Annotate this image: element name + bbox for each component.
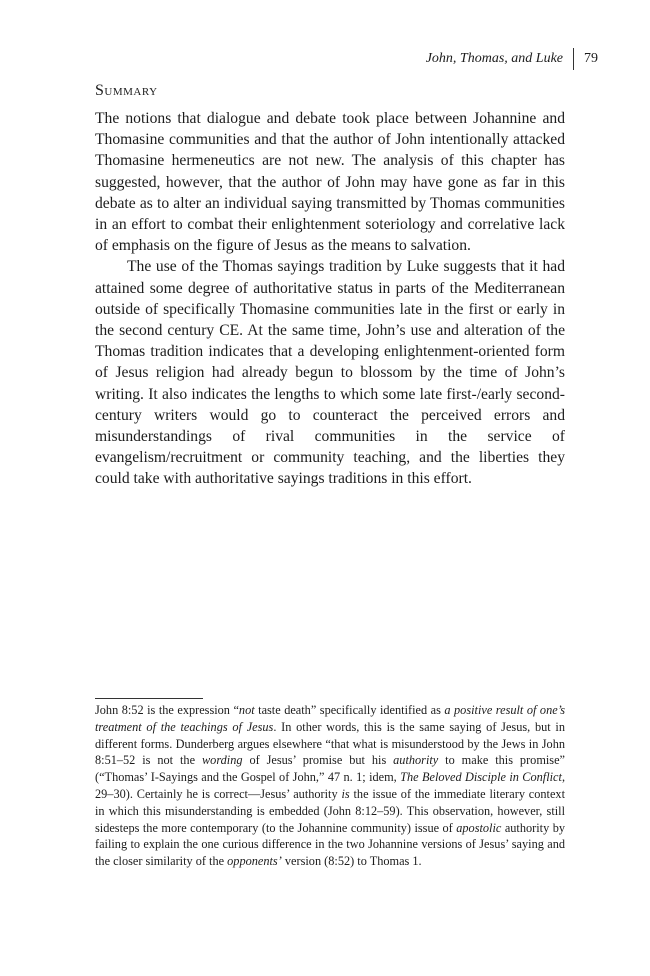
running-title: John, Thomas, and Luke bbox=[425, 51, 563, 66]
footnote-text: John 8:52 is the expression “ bbox=[95, 703, 239, 717]
footnote-text: , 29–30). Certainly he is correct—Jesus’ authority bbox=[95, 770, 566, 801]
footnote-text: of Jesus’ promise but his bbox=[242, 753, 394, 768]
footnote bbox=[95, 702, 565, 870]
footnote-italic: apostolic bbox=[456, 820, 502, 835]
footnote-italic: authority bbox=[393, 753, 439, 768]
footnote-italic: opponents’ bbox=[227, 854, 282, 869]
footnote-italic: not bbox=[238, 703, 255, 717]
footnote-italic: a positive result of one’s treatment of the teachings of Jesus bbox=[95, 703, 565, 734]
section-heading: Summary bbox=[95, 82, 158, 99]
footnote-italic: The Beloved Disciple in Conflict bbox=[400, 770, 562, 785]
footnote-italic: is bbox=[341, 786, 350, 801]
footnote-text: taste death” specifically identified as bbox=[254, 703, 445, 717]
footnote-text: the issue of the immediate literary context in which this misunderstanding is embedded (John 8:12–59). This observation, however, still sidesteps the more contemporary (to the Johannine community) issue of bbox=[95, 786, 565, 835]
page-number: 79 bbox=[584, 51, 598, 66]
footnote-text: . In other words, this is the same saying of Jesus, but in different forms. Dunderberg argues elsewhere “that what is misunderstood by the Jews in John 8:51–52 is not the bbox=[95, 719, 565, 768]
footnote-text: version (8:52) to Thomas 1. bbox=[281, 854, 422, 869]
footnote-italic: wording bbox=[201, 753, 243, 768]
paragraph: The notions that dialogue and debate took place between Johannine and Thomasine communities and that the author of John intentionally attacked Thomasine hermeneutics are not new. The analysis of this chapter has suggested, however, that the author of John may have gone as far in this debate as to alter an individual saying transmitted by Thomas communities in an effort to combat their enlightenment soteriology and correlative lack of emphasis on the figure of Jesus as the means to salvation. bbox=[95, 110, 565, 255]
footnote-text: to make this promise” (“Thomas’ I-Sayings and the Gospel of John,” 47 n. 1; idem, bbox=[95, 753, 565, 785]
body-text bbox=[95, 108, 565, 490]
paragraph: The use of the Thomas sayings tradition by Luke suggests that it had attained some degree of authoritative status in parts of the Mediterranean outside of specifically Thomasine communities late in the first or early in the second century CE. At the same time, John’s use and alteration of the Thomas tradition indicates that a developing enlightenment-oriented form of Jesus religion had already begun to blossom by the time of John’s writing. It also indicates the lengths to which some late first-/early second-century writers would go to counteract the perceived errors and misunderstandings of rival communities in the service of evangelism/recruitment or community teaching, and the liberties they could take with authoritative sayings traditions in this effort. bbox=[95, 258, 565, 488]
running-header bbox=[426, 48, 598, 70]
header-divider bbox=[573, 48, 574, 70]
footnote-rule bbox=[95, 698, 203, 699]
footnote-text: authority by failing to explain the one curious difference in the two Johannine versions of Jesus’ saying and the closer similarity of the bbox=[95, 820, 565, 869]
